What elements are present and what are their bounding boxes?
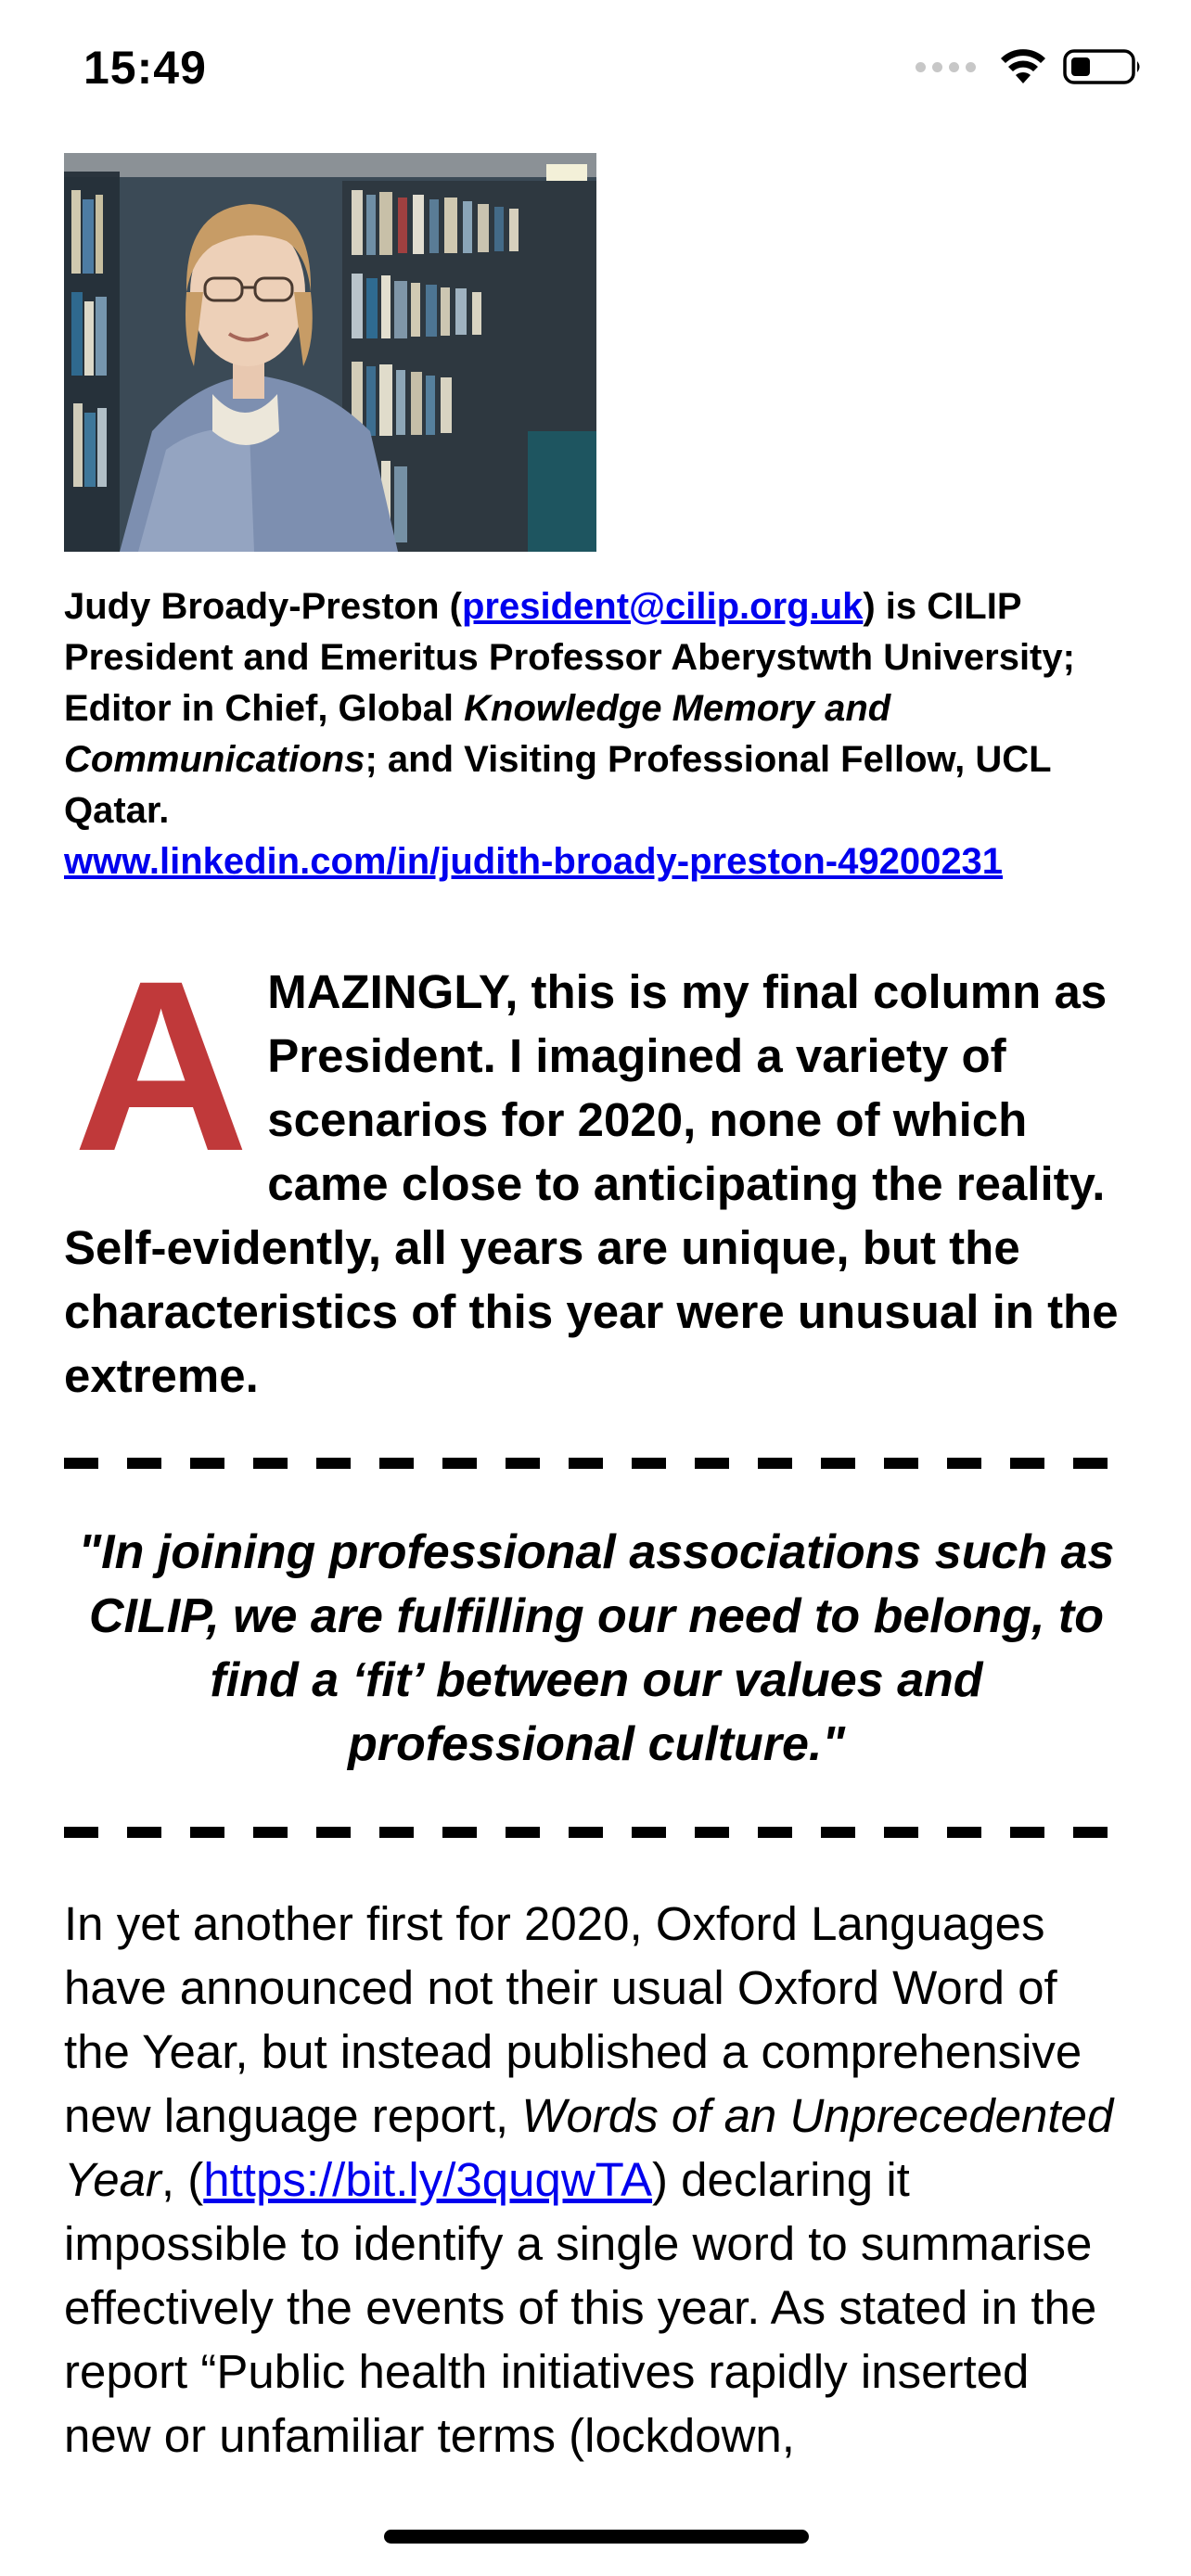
linkedin-link[interactable]: www.linkedin.com/in/judith-broady-preston-49200231 bbox=[64, 841, 1004, 882]
home-indicator[interactable] bbox=[384, 2530, 809, 2544]
author-email-link[interactable]: president@cilip.org.uk bbox=[461, 586, 864, 627]
author-name: Judy Broady-Preston bbox=[64, 586, 440, 627]
bio-open-paren: ( bbox=[439, 586, 462, 627]
wifi-icon bbox=[1000, 49, 1046, 84]
cellular-dots-icon bbox=[916, 62, 976, 72]
status-icons bbox=[916, 48, 1143, 85]
status-time: 15:49 bbox=[83, 42, 207, 94]
pullquote-top-divider bbox=[64, 1458, 1129, 1469]
bio-fellowship-text: ; and Visiting Professional Fellow, UCL Qatar. bbox=[64, 739, 1051, 831]
lead-paragraph bbox=[64, 930, 1129, 1408]
drop-cap: A bbox=[73, 930, 250, 1202]
lead-text: MAZINGLY, this is my final column as President. I imagined a variety of scenarios for 2020, none of which came close to anticipating the reality. Self-evidently, all years are unique, but the characteristics of this year were unusual in the extreme. bbox=[64, 965, 1119, 1402]
body-paragraph bbox=[64, 1892, 1129, 2468]
report-title: Words of an Unprecedented Year bbox=[64, 2089, 1114, 2206]
bio-role-text: ) is CILIP President and Emeritus Professor Aberystwth University; Editor in Chief, Global bbox=[64, 586, 1075, 729]
status-bar bbox=[0, 0, 1191, 139]
pullquote: "In joining professional associations such as CILIP, we are fulfilling our need to belong, to find a ‘fit’ between our values and professional culture." bbox=[78, 1525, 1115, 1771]
author-bio bbox=[64, 581, 1129, 887]
battery-low-icon bbox=[1063, 48, 1143, 85]
article-content bbox=[64, 153, 1129, 2468]
body-text-continued: ) declaring it impossible to identify a single word to summarise effectively the events of this year. As stated in the report “Public health initiatives rapidly inserted new or unfamiliar terms (lockdown, bbox=[64, 2153, 1097, 2462]
body-text-intro: In yet another first for 2020, Oxford Languages have announced not their usual Oxford Word of the Year, but instead published a comprehensive new language report, bbox=[64, 1897, 1082, 2142]
journal-title: Knowledge Memory and Communications bbox=[64, 688, 891, 780]
bottom-safe-area bbox=[0, 2462, 1191, 2576]
report-link[interactable]: https://bit.ly/3quqwTA bbox=[203, 2153, 653, 2206]
pullquote-bottom-divider bbox=[64, 1827, 1129, 1838]
author-portrait-photo bbox=[64, 153, 596, 552]
body-text-paren: , ( bbox=[160, 2153, 204, 2206]
